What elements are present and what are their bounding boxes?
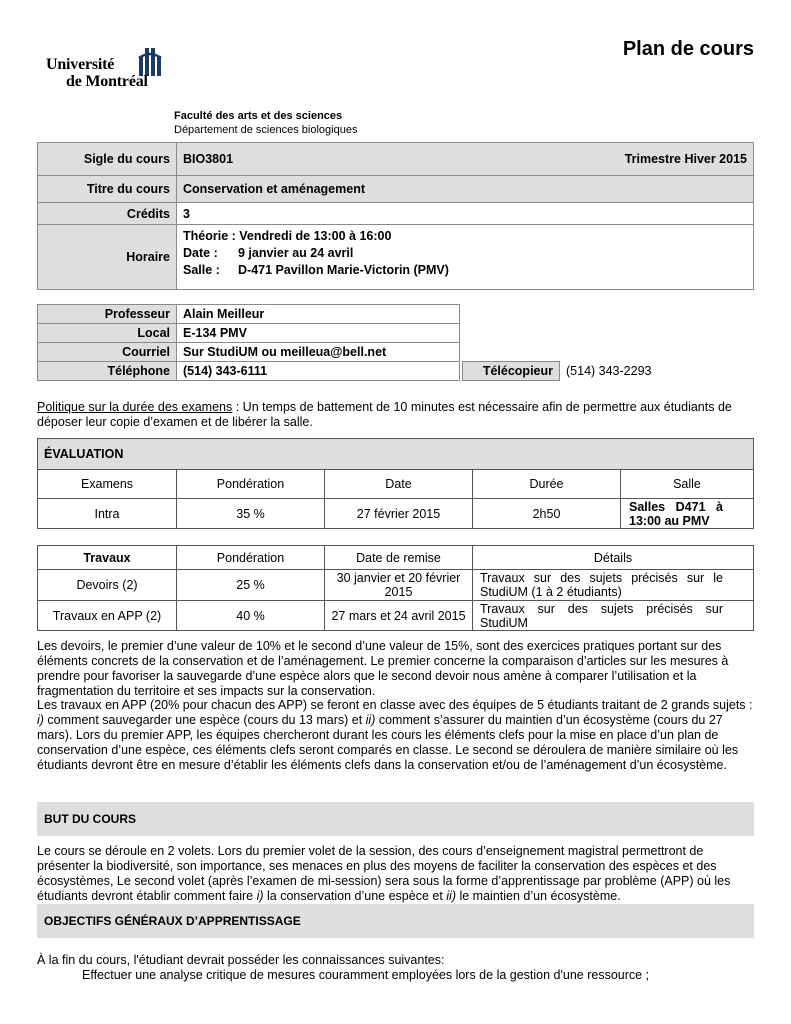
eval-cell: 35 % bbox=[177, 499, 325, 529]
but-text-c: le maintien d’un écosystème. bbox=[456, 889, 621, 903]
courriel-label: Courriel bbox=[38, 343, 177, 362]
travaux-header: Travaux bbox=[38, 546, 177, 570]
eval-header: Salle bbox=[621, 470, 754, 499]
travaux-cell: Travaux en APP (2) bbox=[38, 601, 177, 631]
table-row bbox=[38, 601, 754, 631]
eval-header: Durée bbox=[473, 470, 621, 499]
but-text-b: la conservation d’une espèce et bbox=[263, 889, 447, 903]
term-value: Trimestre Hiver 2015 bbox=[624, 152, 747, 166]
travaux-cell: Travaux sur des sujets précisés sur StudiUM bbox=[473, 601, 754, 631]
horaire-salle-value: D-471 Pavillon Marie-Victorin (PMV) bbox=[238, 263, 449, 277]
table-row bbox=[38, 570, 754, 601]
app-text-c: comment s’assurer du maintien d’un écosystème (cours du 27 mars). Lors du premier APP, les équipes chercheront durant les cours les éléments clefs pour la mise en place d’un plan de conservation d’une espèce, ces éléments clefs seront comparés en classe. Le second se déroulera de manière similaire où les étudiants devront être en mesure d’établir les éléments clefs dans la conservation et/ou de l’aménagement d’un écosystème. bbox=[37, 713, 739, 772]
travaux-cell: Travaux sur des sujets précisés sur le StudiUM (1 à 2 étudiants) bbox=[473, 570, 754, 601]
faculty-name: Faculté des arts et des sciences bbox=[174, 110, 343, 122]
logo-line2: de Montréal bbox=[66, 73, 148, 90]
travaux-cell: 25 % bbox=[177, 570, 325, 601]
policy-label: Politique sur la durée des examens bbox=[37, 400, 233, 414]
horaire-theorie: Théorie : Vendredi de 13:00 à 16:00 bbox=[183, 229, 392, 243]
app-text-i: i) bbox=[37, 713, 44, 727]
travaux-cell: 40 % bbox=[177, 601, 325, 631]
travaux-cell: 30 janvier et 20 février 2015 bbox=[325, 570, 473, 601]
faculty-block bbox=[174, 109, 357, 137]
course-info-table bbox=[37, 142, 754, 290]
local-value: E-134 PMV bbox=[177, 324, 460, 343]
but-text-i: i) bbox=[256, 889, 264, 903]
telephone-label: Téléphone bbox=[38, 362, 177, 381]
travaux-cell: Devoirs (2) bbox=[38, 570, 177, 601]
sigle-label: Sigle du cours bbox=[38, 143, 177, 176]
objectifs-heading: OBJECTIFS GÉNÉRAUX D’APPRENTISSAGE bbox=[37, 904, 754, 938]
university-logo bbox=[46, 48, 176, 98]
titre-value: Conservation et aménagement bbox=[177, 176, 754, 203]
evaluation-heading: ÉVALUATION bbox=[38, 439, 754, 470]
policy-text: : Un temps de battement de 10 minutes est nécessaire afin de permettre aux étudiants de déposer leur copie d’examen et de libérer la salle. bbox=[37, 400, 732, 429]
objectifs-intro: À la fin du cours, l'étudiant devrait posséder les connaissances suivantes: bbox=[37, 953, 445, 967]
credits-value: 3 bbox=[177, 203, 754, 225]
app-text-ii: ii) bbox=[365, 713, 376, 727]
horaire-salle-label: Salle : bbox=[183, 263, 220, 277]
sigle-cell bbox=[177, 143, 754, 176]
devoirs-paragraph: Les devoirs, le premier d’une valeur de 10% et le second d’une valeur de 15%, sont des exercices pratiques portant sur des éléments concrets de la conservation et de l’aménagement. Le premier concerne la comparaison d’articles sur les mesures à prendre pour favoriser la sauvegarde d’une espèce alors que le second devoir nous amène à comparer l’utilisation et la fragmentation du territoire et ses impacts sur la conservation. bbox=[37, 639, 729, 698]
but-text-a: Le cours se déroule en 2 volets. Lors du premier volet de la session, des cours d’enseignement magistral permettront de présenter la biodiversité, son importance, ses menaces en plus des moyens de faciliter la conservation des espèces et des écosystèmes, Le second volet (après l’examen de mi-session) sera sous la forme d’apprentissage par problème (APP) où les étudiants devront établir comment faire bbox=[37, 844, 731, 903]
travaux-header: Pondération bbox=[177, 546, 325, 570]
travaux-header: Date de remise bbox=[325, 546, 473, 570]
telephone-value: (514) 343-6111 bbox=[177, 362, 460, 381]
logo-line1: Université bbox=[46, 56, 115, 73]
eval-header: Examens bbox=[38, 470, 177, 499]
eval-header: Pondération bbox=[177, 470, 325, 499]
eval-cell: 2h50 bbox=[473, 499, 621, 529]
horaire-label: Horaire bbox=[38, 225, 177, 290]
but-paragraph bbox=[37, 844, 757, 904]
objectifs-item: Effectuer une analyse critique de mesures couramment employées lors de la gestion d'une ressource ; bbox=[82, 968, 650, 982]
eval-cell: 27 février 2015 bbox=[325, 499, 473, 529]
horaire-date-label: Date : bbox=[183, 246, 218, 260]
travaux-table bbox=[37, 545, 754, 631]
exam-policy bbox=[37, 400, 757, 430]
evaluation-table bbox=[37, 438, 754, 529]
fax-label: Télécopieur bbox=[463, 362, 560, 381]
page-title: Plan de cours bbox=[622, 38, 754, 60]
courriel-value: Sur StudiUM ou meilleua@bell.net bbox=[177, 343, 460, 362]
app-text-b: comment sauvegarder une espèce (cours du 13 mars) et bbox=[43, 713, 366, 727]
fax-value: (514) 343-2293 bbox=[566, 364, 652, 378]
local-label: Local bbox=[38, 324, 177, 343]
eval-header: Date bbox=[325, 470, 473, 499]
travaux-cell: 27 mars et 24 avril 2015 bbox=[325, 601, 473, 631]
department-name: Département de sciences biologiques bbox=[174, 124, 358, 136]
horaire-value bbox=[177, 225, 754, 290]
eval-cell-salle: Salles D471 à 13:00 au PMV bbox=[621, 499, 754, 529]
app-text-a: Les travaux en APP (20% pour chacun des APP) se feront en classe avec des équipes de 5 étudiants traitant de 2 grands sujets : bbox=[37, 698, 753, 712]
app-paragraph bbox=[37, 698, 757, 773]
fax-table bbox=[462, 361, 682, 381]
contact-table bbox=[37, 304, 460, 381]
prof-value: Alain Meilleur bbox=[177, 305, 460, 324]
but-heading: BUT DU COURS bbox=[37, 802, 754, 836]
horaire-date-value: 9 janvier au 24 avril bbox=[238, 246, 354, 260]
credits-label: Crédits bbox=[38, 203, 177, 225]
travaux-header: Détails bbox=[473, 546, 754, 570]
eval-cell: Intra bbox=[38, 499, 177, 529]
prof-label: Professeur bbox=[38, 305, 177, 324]
titre-label: Titre du cours bbox=[38, 176, 177, 203]
but-text-ii: ii) bbox=[446, 889, 456, 903]
sigle-value: BIO3801 bbox=[183, 152, 234, 166]
